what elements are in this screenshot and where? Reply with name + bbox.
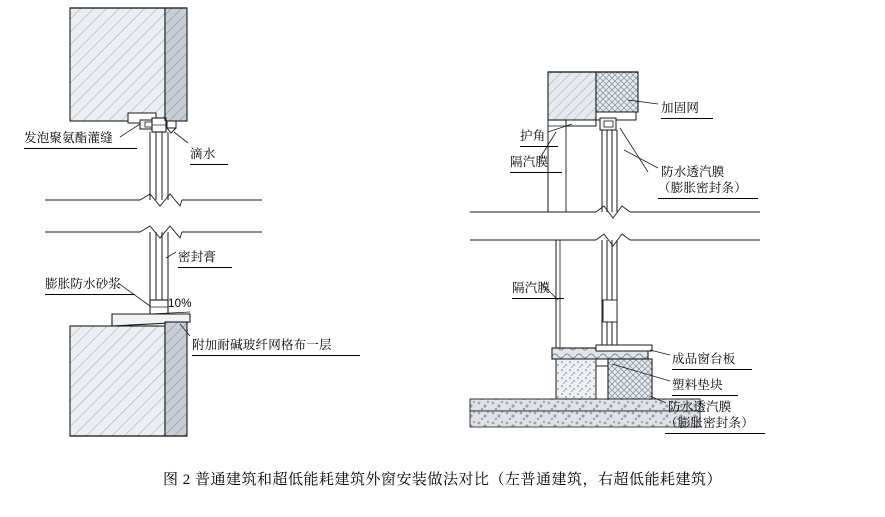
figure-caption: 图 2 普通建筑和超低能耗建筑外窗安装做法对比（左普通建筑，右超低能耗建筑） (162, 472, 722, 488)
label-reinforcing-mesh: 加固网 (661, 101, 700, 115)
label-drip: 滴水 (190, 147, 216, 161)
label-underline (661, 118, 713, 119)
label-foam-sealant: 发泡聚氨酯灌缝 (24, 131, 113, 145)
label-underline (672, 369, 752, 370)
label-plastic-shim: 塑料垫块 (672, 378, 723, 392)
label-vapour-barrier-top: 隔汽膜 (510, 155, 549, 169)
label-underline (24, 148, 137, 149)
label-underline (192, 355, 360, 356)
left-wall-assembly (45, 8, 262, 436)
label-expansion-sealing-strip-top: （膨胀密封条） (658, 181, 747, 195)
label-sealant-paste: 密封膏 (178, 250, 217, 264)
label-expansive-waterproof-mortar: 膨胀防水砂浆 (45, 277, 122, 291)
label-underline (45, 294, 135, 295)
label-vapour-barrier-bottom: 隔汽膜 (512, 281, 551, 295)
label-underline (512, 298, 564, 299)
label-finished-window-sill-board: 成品窗台板 (672, 352, 736, 366)
label-underline (178, 267, 232, 268)
label-waterproof-vapour-permeable-membrane-top: 防水透汽膜 (661, 165, 725, 179)
label-underline (665, 433, 765, 434)
label-expansion-sealing-strip-bottom: （膨胀密封条） (665, 416, 754, 430)
label-underline (190, 164, 228, 165)
label-underline (520, 146, 558, 147)
label-underline (658, 198, 758, 199)
label-underline (672, 395, 738, 396)
label-slope-10-percent: 10% (168, 298, 192, 310)
label-underline (510, 172, 562, 173)
label-alkali-resistant-mesh: 附加耐碱玻纤网格布一层 (192, 338, 332, 352)
right-wall-assembly (470, 72, 760, 427)
label-waterproof-vapour-permeable-membrane-bottom: 防水透汽膜 (668, 400, 732, 414)
label-corner-bead: 护角 (520, 129, 546, 143)
